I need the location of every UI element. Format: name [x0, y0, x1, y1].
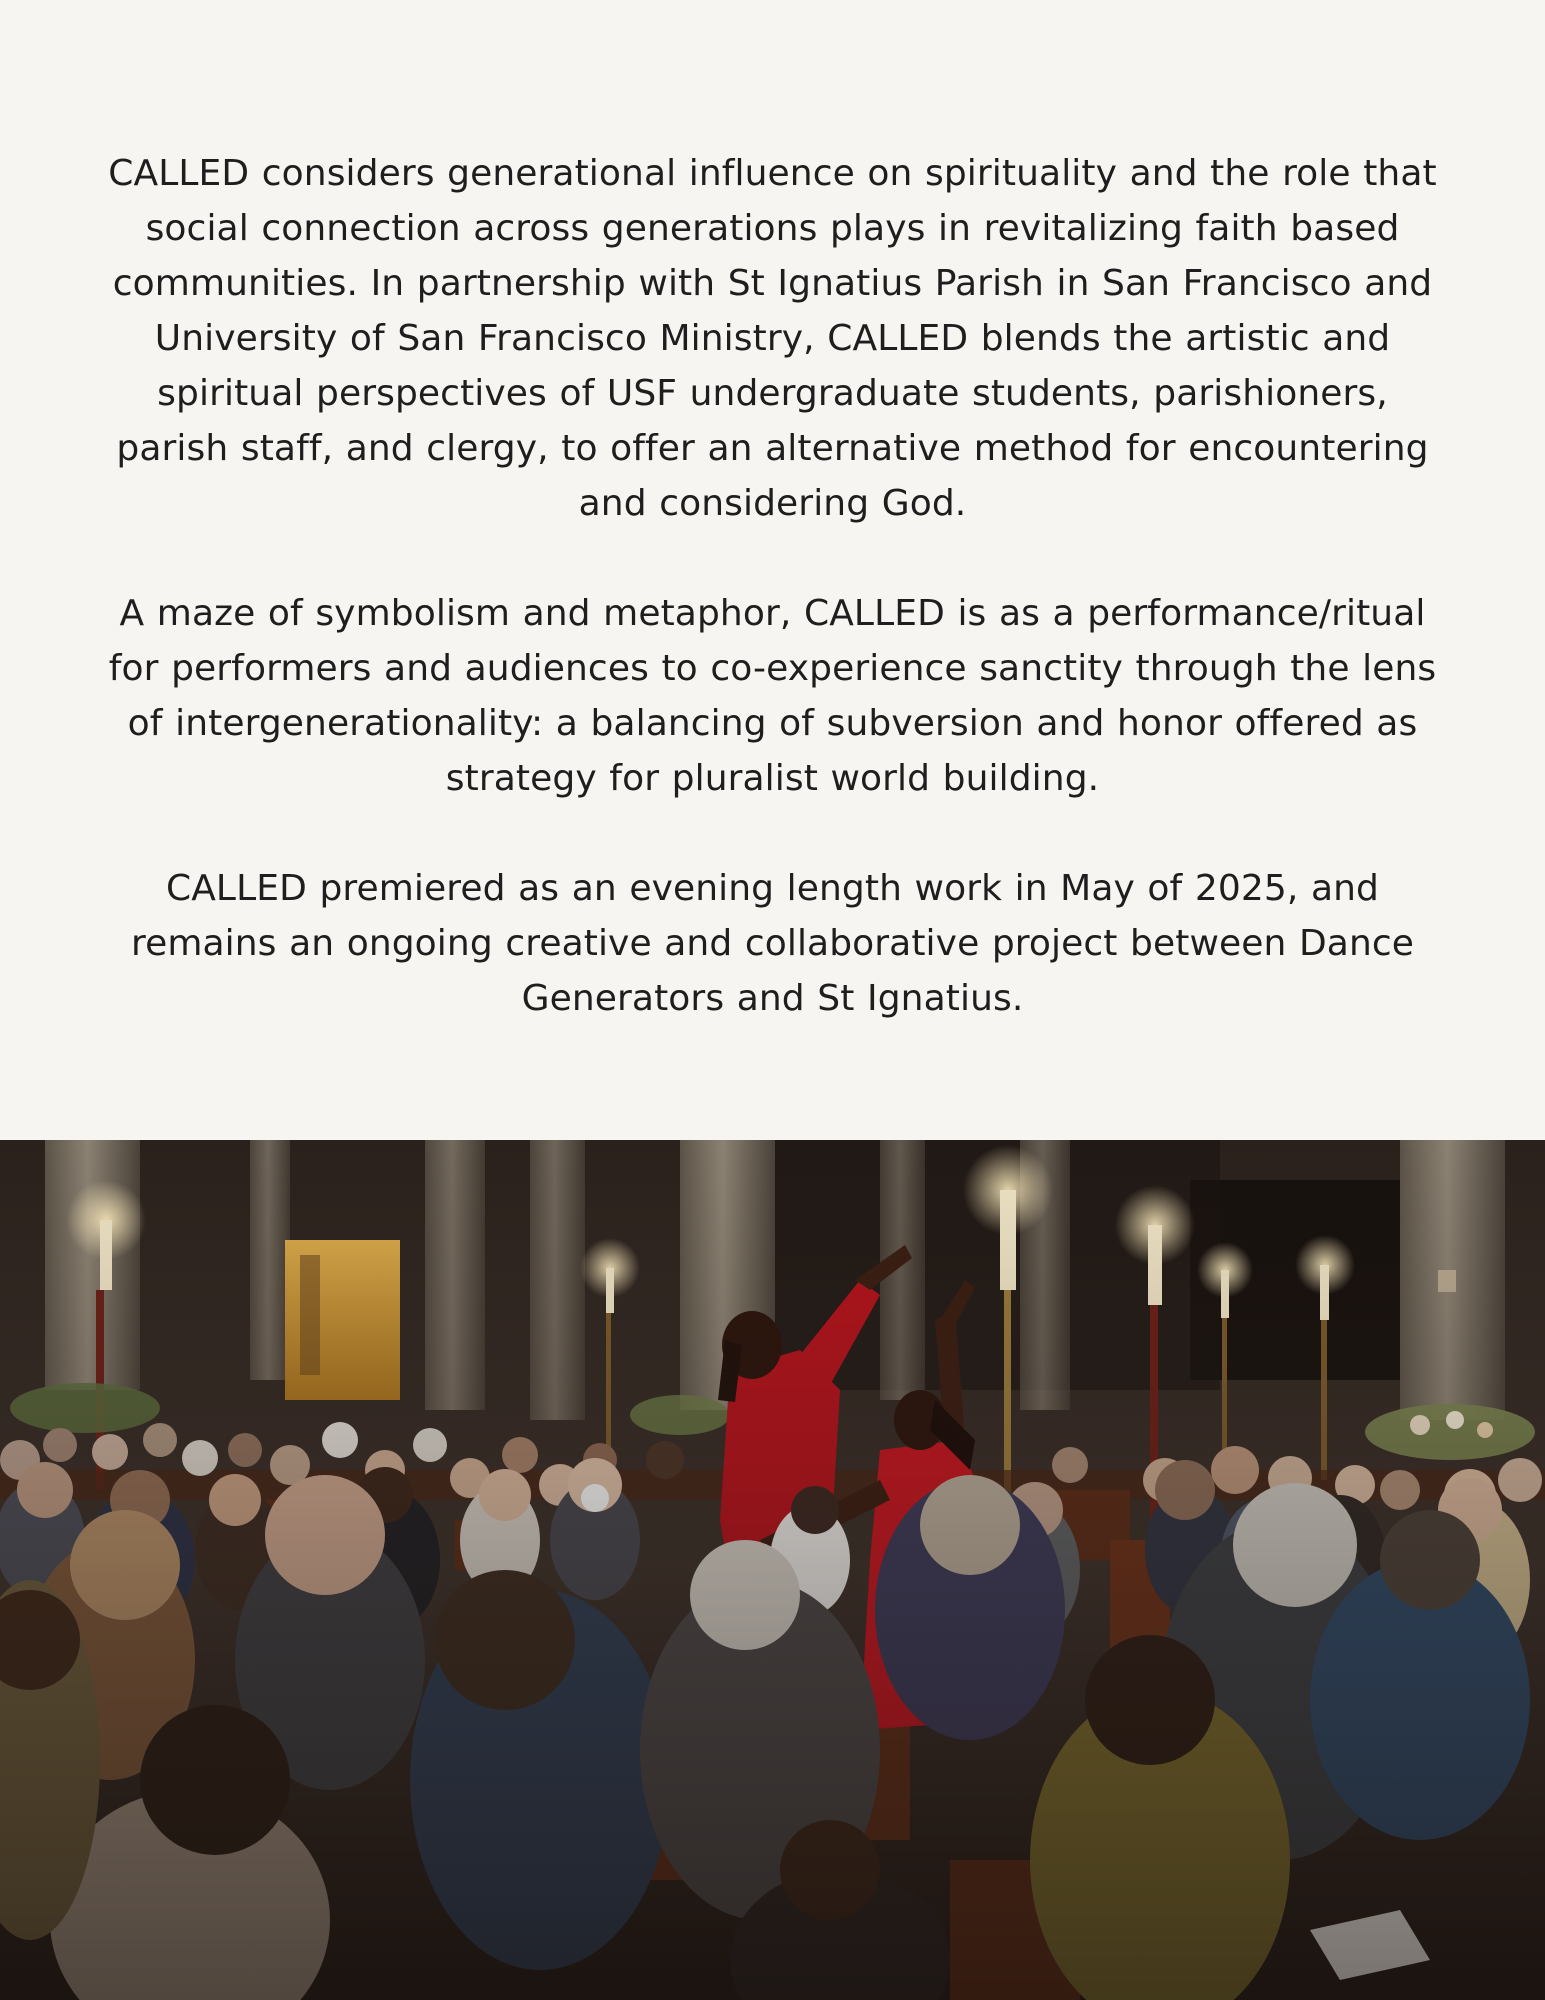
description-paragraph-1: CALLED considers generational influence on spirituality and the role that social connection across generations plays in revitalizing faith based communities. In partnership with St Ignatius Parish in San Francisco and University of San Francisco Ministry, CALLED blends the artistic and spiritual perspectives of USF undergraduate students, parishioners, parish staff, and clergy, to offer an alternative method for encountering and considering God. — [108, 153, 1437, 524]
description-paragraph-3: CALLED premiered as an evening length work in May of 2025, and remains an ongoing creative and collaborative project between Dance Generators and St Ignatius. — [130, 868, 1415, 1019]
description-paragraph-2: A maze of symbolism and metaphor, CALLED is as a performance/ritual for performers and audiences to co-experience sanctity through the lens of intergenerationality: a balancing of subversion and honor offered as strategy for pluralist world building. — [108, 593, 1437, 799]
performance-photo — [0, 1140, 1545, 2000]
performance-photo-illustration — [0, 1140, 1545, 2000]
description-text-block — [103, 146, 1443, 1026]
